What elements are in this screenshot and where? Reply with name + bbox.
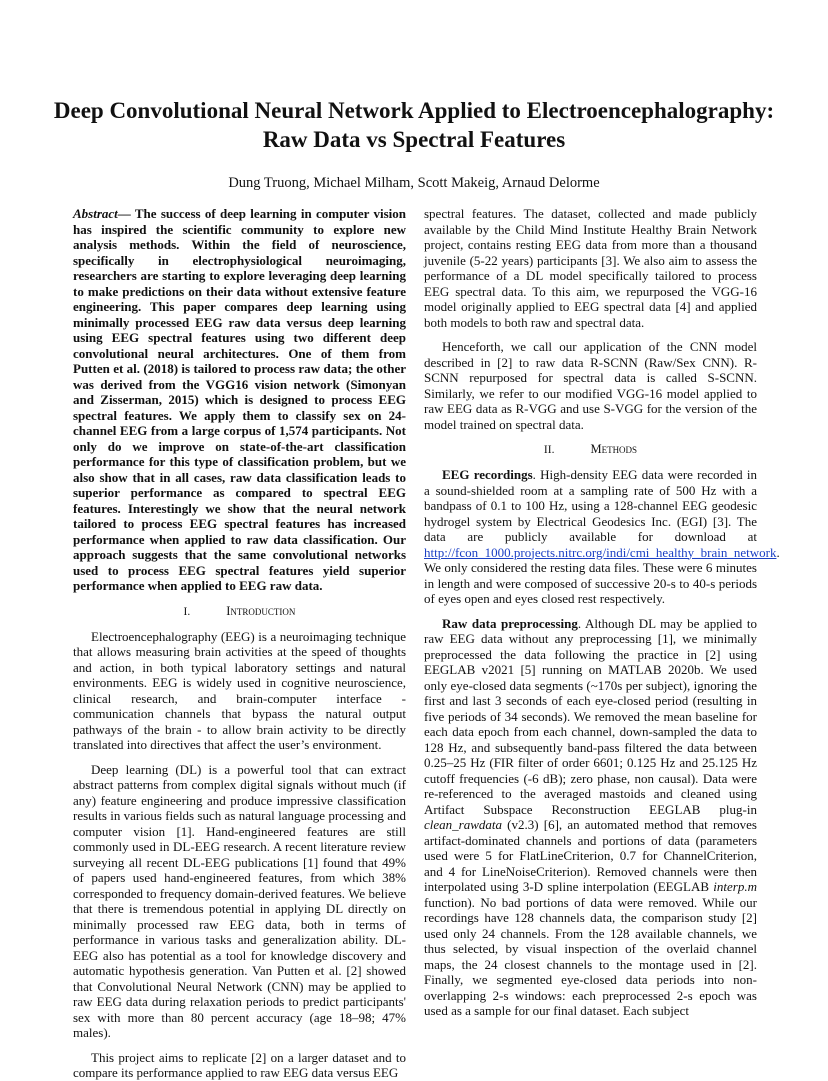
intro-paragraph-3-continued: spectral features. The dataset, collected and made publicly available by the Child Mind Institute Healthy Brain Network project, contains resting EEG data from more than a thousand juvenile (5-22 years) participants [3]. We also aim to assess the performance of a DL model specifically tailored to process EEG spectral data. To this aim, we repurposed the VGG-16 model originally applied to EEG spectral data [4] and applied both models to both raw and spectral data. <box>424 206 757 330</box>
title-line-2: Raw Data vs Spectral Features <box>262 127 566 152</box>
paragraph-text: (v2.3) [6], an automated method that removes artifact-dominated channels and portions of data (parameters used were 5 for FlatLineCriterion, 0.7 for ChannelCriterion, and 4 for LineNoiseCriterion). Removed channels were then interpolated using 3-D spline interpolation (EEGLAB <box>424 817 757 894</box>
paragraph-text: . Although DL may be applied to raw EEG data without any preprocessing [1], we minimally preprocessed the data following the practice in [2] using EEGLAB v2021 [5] running on MATLAB 2020b. We used only eye-closed data segments (~170s per subject), ignoring the first and last 3 seconds of each eye-closed period (resulting in five periods of 34 seconds). We removed the mean baseline for each data epoch from each channel, down-sampled the data to 128 Hz, and subsequently band-pass filtered the data between 0.25–25 Hz (FIR filter of order 6601; 0.125 Hz and 25.125 Hz cutoff frequencies (-6 dB); zero phase, non causal). Data were re-referenced to the averaged mastoids and cleaned using Artifact Subspace Reconstruction EEGLAB plug-in <box>424 615 757 817</box>
paragraph-text: . High-density EEG data were recorded in a sound-shielded room at a sampling rate of 500 Hz with a bandpass of 0.1 to 100 Hz, using a 128-channel EEG geodesic hydrogel system by Electrical Geodesics Inc. (EGI) [3]. The data are publicly available for download at <box>424 467 757 544</box>
methods-paragraph-preprocessing <box>424 616 757 1019</box>
run-in-heading-preprocessing: Raw data preprocessing <box>442 615 578 631</box>
abstract <box>73 206 406 594</box>
function-name: clean_rawdata <box>424 817 502 832</box>
dataset-download-link[interactable]: http://fcon_1000.projects.nitrc.org/indi/cmi_healthy_brain_network <box>424 544 777 560</box>
paper-title <box>40 96 788 154</box>
abstract-label: Abstract <box>73 206 118 221</box>
section-heading-methods <box>424 442 757 458</box>
left-column <box>73 206 406 1081</box>
section-number: I. <box>183 605 191 618</box>
section-title: Introduction <box>226 603 296 618</box>
methods-paragraph-recordings <box>424 467 780 607</box>
right-column <box>424 206 780 1019</box>
intro-paragraph-3: This project aims to replicate [2] on a larger dataset and to compare its performance applied to raw EEG data versus EEG <box>73 1049 406 1080</box>
intro-paragraph-2: Deep learning (DL) is a powerful tool that can extract abstract patterns from complex digital signals without much (if any) feature engineering and produce impressive classification results in various fields such as natural language processing and computer vision [1]. Hand-engineered features are still commonly used in DL-EEG research. A recent literature review surveying all recent DL-EEG publications [1] found that 49% of papers used hand-engineered features, from which 38% corresponded to frequency domain-derived features. We believe that there is tremendous potential in applying DL directly on minimally processed raw EEG data, both in terms of performance in various tasks and generalization ability. DL-EEG also has potential as a tool for knowledge discovery and automatic hypothesis generation. Van Putten et al. [2] showed that Convolutional Neural Network (CNN) may be applied to raw EEG data during relaxation periods to predict participants' sex with more than 80 percent accuracy (age 18–98; 47% males). <box>73 761 406 1040</box>
author-list: Dung Truong, Michael Milham, Scott Makeig, Arnaud Delorme <box>228 175 600 191</box>
section-heading-introduction <box>73 604 406 620</box>
section-number: II. <box>543 444 555 456</box>
function-name: interp.m <box>713 879 757 894</box>
paragraph-text: function). No bad portions of data were removed. While our recordings have 128 channels data, the comparison study [2] used only 24 channels. From the 128 available channels, we thus selected, by visual inspection of the overlaid channel maps, the 24 closest channels to the montage used in [2]. Finally, we segmented eye-closed data periods into non-overlapping 2-s windows: each preprocessed 2-s epoch was used as a sample for our final dataset. Each subject <box>424 894 757 1018</box>
run-in-heading-recordings: EEG recordings <box>442 467 533 482</box>
intro-paragraph-1: Electroencephalography (EEG) is a neuroimaging technique that allows measuring brain activities at the speed of thoughts and action, in both typical laboratory settings and natural environments. EEG is widely used in cognitive neuroscience, clinical research, and brain-computer interface - communication channels that bypass the natural output pathways of the brain - to allow brain activity to be directly translated into directives that affect the user’s environment. <box>73 628 406 752</box>
paragraph-text: . We only considered the resting data files. These were 6 minutes in length and were composed of successive 20-s to 40-s periods of eyes open and eyes closed rest respectively. <box>424 544 780 606</box>
abstract-text: The success of deep learning in computer vision has inspired the scientific community to explore new analysis methods. Within the field of neuroscience, specifically in electrophysiological neuroimaging, researchers are starting to explore leveraging deep learning to make predictions on their data without extensive feature engineering. This paper compares deep learning using minimally processed EEG raw data versus deep learning using EEG spectral features using two different deep convolutional neural architectures. One of them from Putten et al. (2018) is tailored to process raw data; the other was derived from the VGG16 vision network (Simonyan and Zisserman, 2015) which is designed to process EEG spectral features. We apply them to classify sex on 24-channel EEG from a large corpus of 1,574 participants. Not only do we improve on state-of-the-art classification performance for this type of classification problem, but we also show that in all cases, raw data classification leads to superior performance as compared to spectral EEG features. Interestingly we show that the neural network tailored to process EEG spectral features has increased performance when applied to raw data classification. Our approach suggests that the same convolutional networks used to process EEG spectral features yield superior performance when applied to EEG raw data. <box>73 206 406 593</box>
intro-paragraph-4: Henceforth, we call our application of the CNN model described in [2] to raw data R-SCNN (Raw/Sex CNN). R-SCNN repurposed for spectral data is called S-SCNN. Similarly, we refer to our modified VGG-16 model applied to raw EEG data as R-VGG and use S-VGG for the version of the model trained on spectral data. <box>424 339 757 432</box>
abstract-dash: — <box>117 206 135 221</box>
section-title: Methods <box>590 442 638 456</box>
title-line-1: Deep Convolutional Neural Network Applied to Electroencephalography: <box>53 98 775 123</box>
